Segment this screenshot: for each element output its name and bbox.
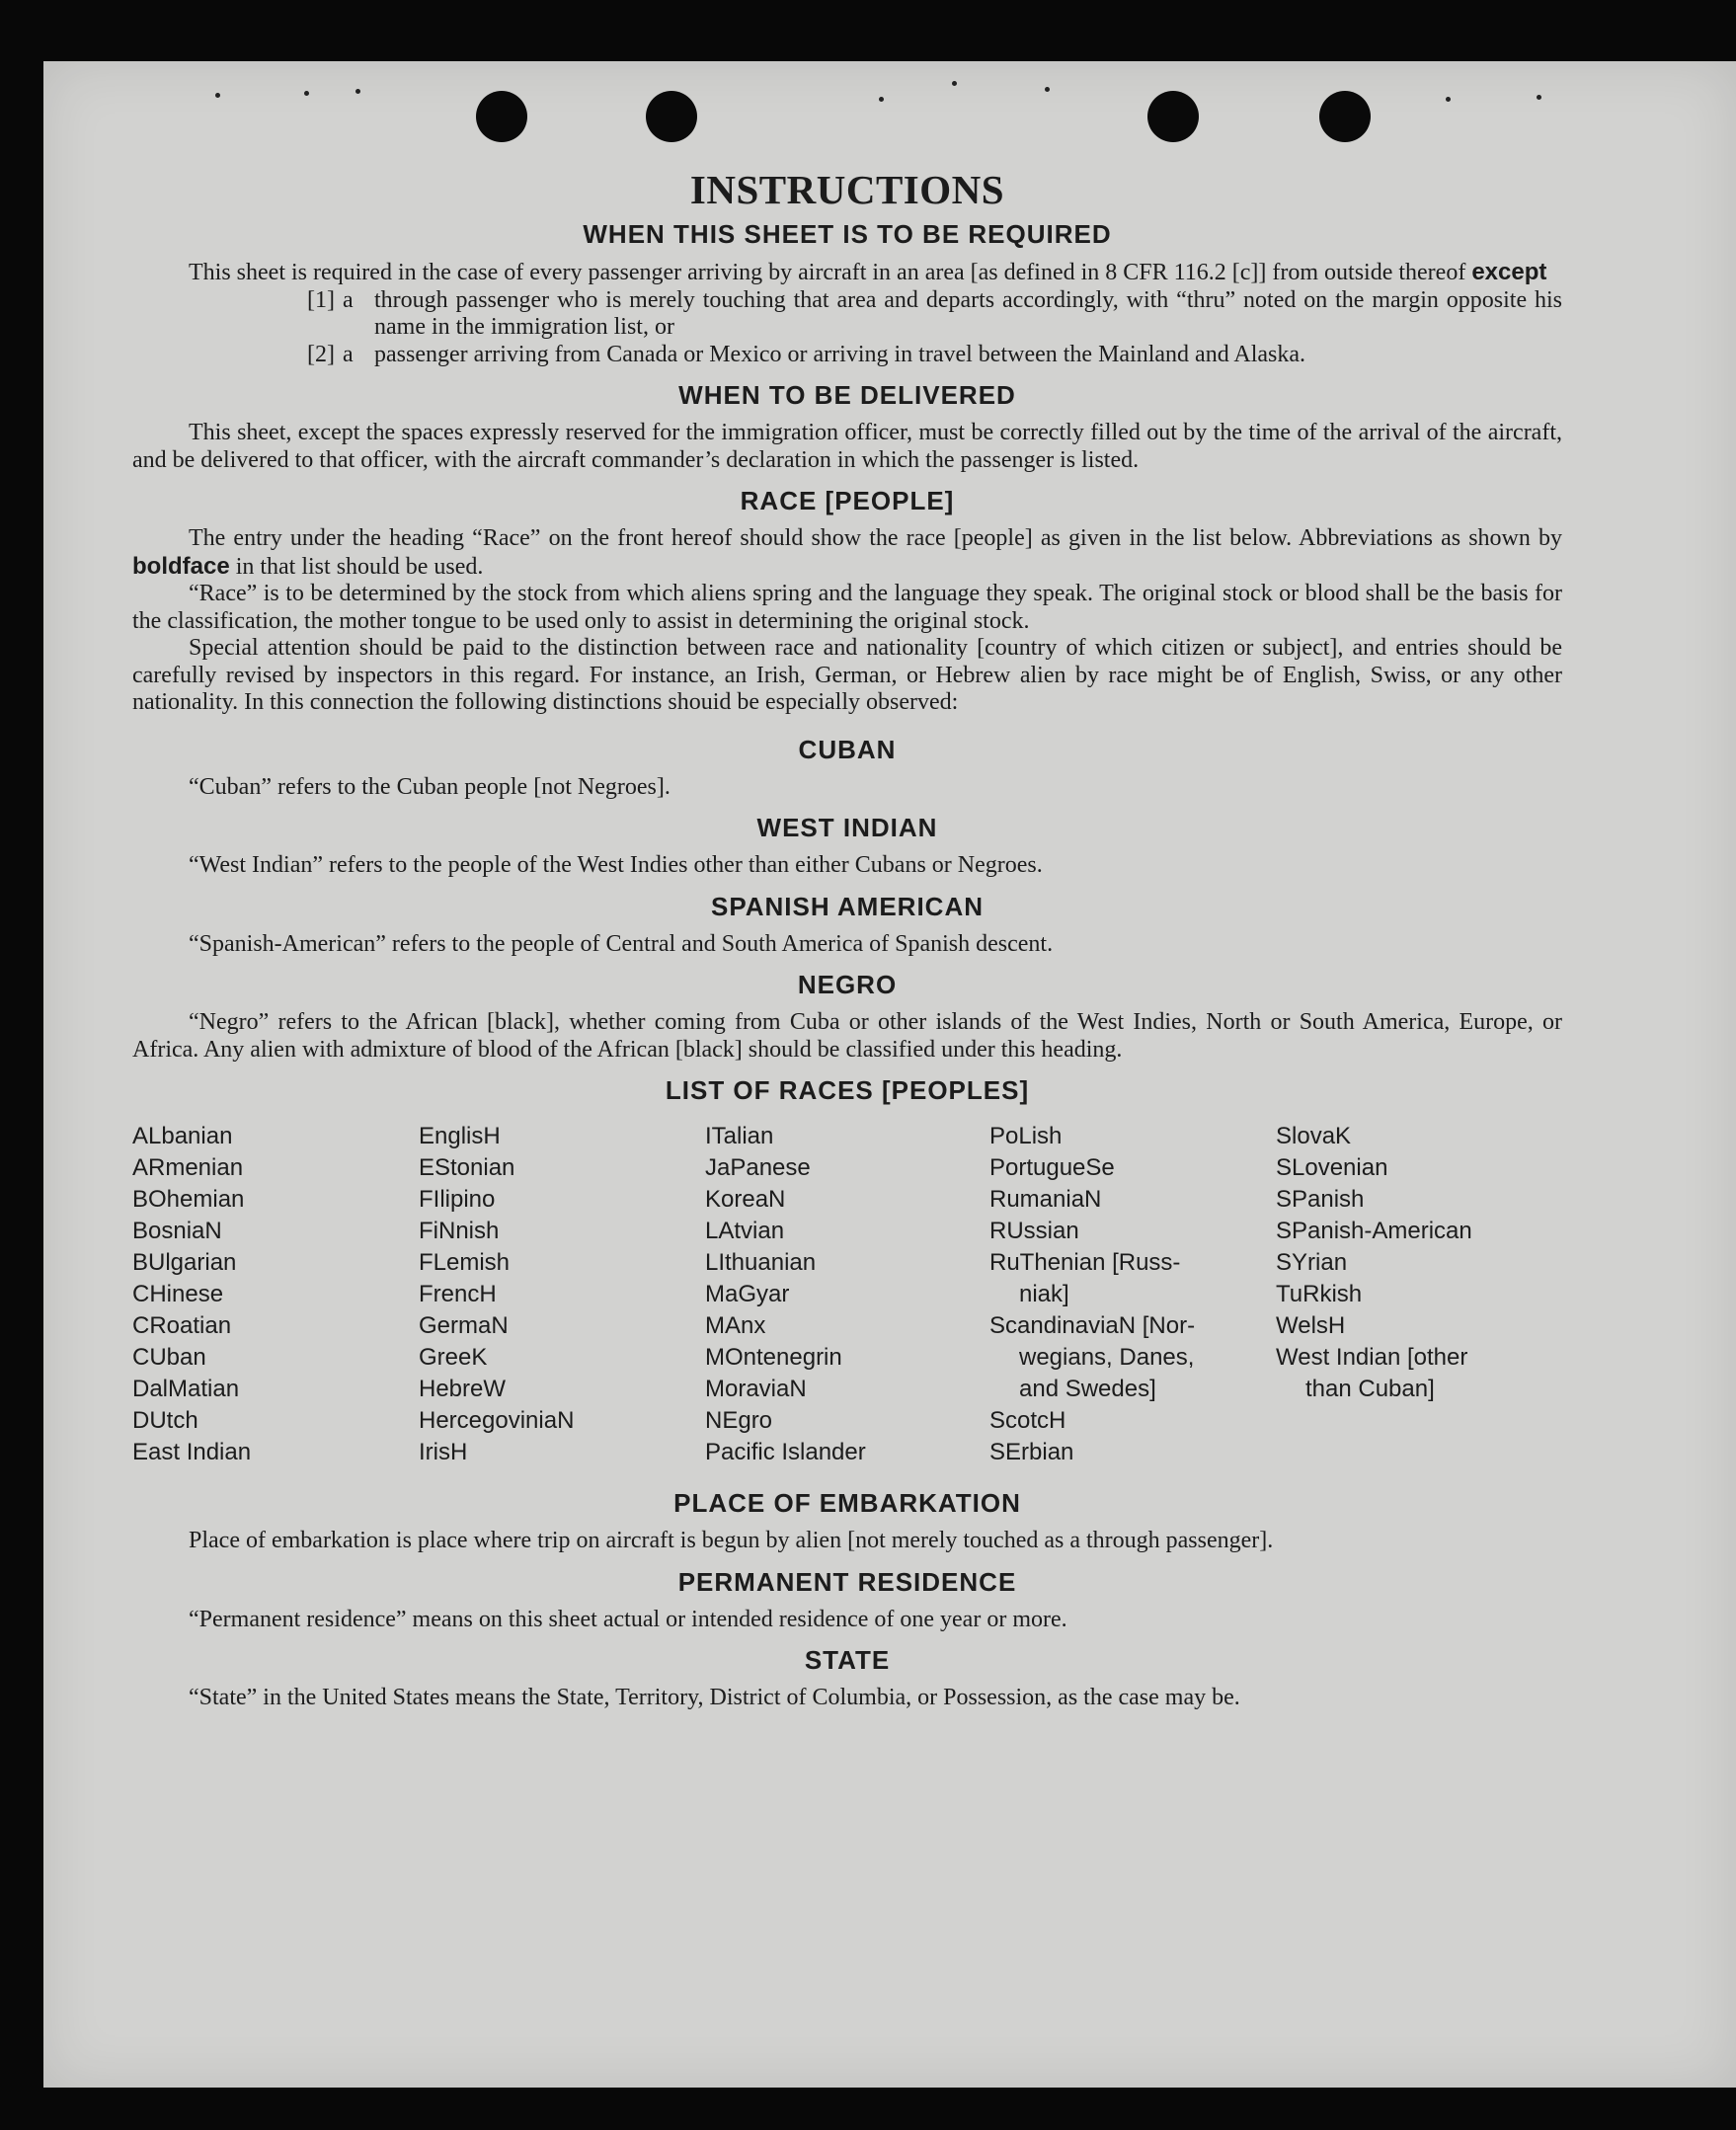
exception-number: [1] (307, 286, 335, 313)
race-entry: FIlipino (419, 1186, 496, 1213)
race-entry-continuation: niak] (1019, 1281, 1069, 1307)
race-entry-continuation: wegians, Danes, (1019, 1344, 1195, 1371)
race-entry: LAtvian (705, 1218, 785, 1244)
exception-item-1 (132, 287, 1562, 342)
race-entry: NEgro (705, 1407, 773, 1434)
race-list-table (132, 1121, 1562, 1468)
exception-label: a (343, 286, 354, 313)
race-entry: BosniaN (132, 1218, 222, 1244)
when-required-intro: This sheet is required in the case of every passenger arriving by aircraft in an area [as defined in 8 CFR 116.2 [c]] from outside thereof except (189, 259, 1547, 285)
punch-hole (1147, 91, 1199, 142)
race-entry: LIthuanian (705, 1249, 817, 1276)
race-column-5 (1276, 1121, 1562, 1468)
when-delivered-text: This sheet, except the spaces expressly reserved for the immigration officer, must be correctly filled out by the time of the arrival of the aircraft, and be delivered to that officer, with the aircraft commander’s declaration in which the passenger is listed. (132, 420, 1562, 473)
section-heading-cuban: CUBAN (798, 734, 897, 764)
section-heading-west-indian: WEST INDIAN (756, 813, 938, 842)
race-entry: MAnx (705, 1312, 766, 1339)
exception-text: passenger arriving from Canada or Mexico or arriving in travel between the Mainland and Alaska. (374, 341, 1306, 367)
race-entry: RUssian (989, 1218, 1079, 1244)
race-entry: PoLish (989, 1123, 1063, 1149)
punch-hole (1319, 91, 1371, 142)
speck (215, 93, 220, 98)
race-entry: TuRkish (1276, 1281, 1363, 1307)
race-entry: CRoatian (132, 1312, 232, 1339)
spanish-american-text: “Spanish-American” refers to the people of Central and South America of Spanish descent. (189, 930, 1054, 957)
race-entry: HercegoviniaN (419, 1407, 575, 1434)
speck (304, 91, 309, 96)
section-heading-spanish-american: SPANISH AMERICAN (710, 891, 984, 921)
race-entry: ARmenian (132, 1154, 244, 1181)
race-paragraph-2: “Race” is to be determined by the stock from which aliens spring and the language they speak. The original stock or blood shall be the basis for the classification, the mother tongue to be used only to assist in determining the original stock. (132, 581, 1562, 634)
race-entry: FrencH (419, 1281, 497, 1307)
section-heading-state: STATE (804, 1645, 891, 1675)
race-column-4 (989, 1121, 1276, 1468)
race-entry-continuation: than Cuban] (1305, 1376, 1435, 1402)
section-heading-when-delivered: WHEN TO BE DELIVERED (678, 380, 1016, 410)
race-entry: MOntenegrin (705, 1344, 842, 1371)
race-entry: ScotcH (989, 1407, 1066, 1434)
state-text: “State” in the United States means the State, Territory, District of Columbia, or Possession, as the case may be. (189, 1685, 1240, 1710)
race-entry: ITalian (705, 1123, 774, 1149)
race-entry: RumaniaN (989, 1186, 1102, 1213)
west-indian-text: “West Indian” refers to the people of the West Indies other than either Cubans or Negroes. (189, 852, 1043, 878)
speck (1446, 97, 1451, 102)
race-entry: Pacific Islander (705, 1439, 866, 1465)
race-entry: HebreW (419, 1376, 507, 1402)
race-entry: SErbian (989, 1439, 1074, 1465)
exception-text: through passenger who is merely touching that area and departs accordingly, with “thru” noted on the margin opposite his name in the immigration list, or (374, 286, 1562, 340)
race-entry: IrisH (419, 1439, 468, 1465)
section-heading-permanent-residence: PERMANENT RESIDENCE (677, 1566, 1017, 1597)
race-entry: RuThenian [Russ- (989, 1249, 1181, 1276)
exception-number: [2] (307, 341, 335, 367)
section-heading-race: RACE [PEOPLE] (740, 486, 955, 515)
race-entry: KoreaN (705, 1186, 786, 1213)
race-entry: EStonian (419, 1154, 515, 1181)
permanent-residence-text: “Permanent residence” means on this sheet actual or intended residence of one year or more. (189, 1606, 1067, 1632)
race-entry: WelsH (1276, 1312, 1346, 1339)
cuban-text: “Cuban” refers to the Cuban people [not Negroes]. (189, 773, 671, 800)
section-heading-embarkation: PLACE OF EMBARKATION (673, 1488, 1021, 1518)
race-entry: FLemish (419, 1249, 511, 1276)
speck (952, 81, 957, 86)
embarkation-text: Place of embarkation is place where trip on aircraft is begun by alien [not merely touched as a through passenger]. (189, 1528, 1274, 1553)
race-entry: JaPanese (705, 1154, 811, 1181)
speck (1537, 95, 1541, 100)
race-entry: DalMatian (132, 1376, 240, 1402)
exception-item-2 (132, 342, 1562, 369)
race-entry: FiNnish (419, 1218, 500, 1244)
race-entry: East Indian (132, 1439, 252, 1465)
race-entry: ScandinaviaN [Nor- (989, 1312, 1196, 1339)
speck (355, 89, 360, 94)
race-column-3 (705, 1121, 989, 1468)
race-entry: MoraviaN (705, 1376, 807, 1402)
race-entry: SPanish (1276, 1186, 1365, 1213)
speck (1045, 87, 1050, 92)
race-entry: ALbanian (132, 1123, 233, 1149)
section-heading-list-of-races: LIST OF RACES [PEOPLES] (665, 1075, 1030, 1105)
race-column-2 (419, 1121, 705, 1468)
race-paragraph-3: Special attention should be paid to the distinction between race and nationality [country of which citizen or subject], and entries should be carefully revised by inspectors in this regard. For instance, an Irish, German, or Hebrew alien by race might be of English, Swiss, or any other nationality. In this connection the following distinctions shouid be especially observed: (132, 635, 1562, 715)
document-title: INSTRUCTIONS (689, 167, 1005, 212)
speck (879, 97, 884, 102)
race-entry: PortugueSe (989, 1154, 1115, 1181)
race-paragraph-1: The entry under the heading “Race” on the front hereof should show the race [people] as given in the list below. Abbreviations as shown by boldface in that list should be used. (132, 525, 1562, 580)
race-entry: EnglisH (419, 1123, 501, 1149)
instructions-content (132, 166, 1562, 1712)
negro-text: “Negro” refers to the African [black], whether coming from Cuba or other islands of the West Indies, North or South America, Europe, or Africa. Any alien with admixture of blood of the African [black] should be classified under this heading. (132, 1009, 1562, 1063)
section-heading-when-required: WHEN THIS SHEET IS TO BE REQUIRED (583, 219, 1112, 249)
race-entry: SLovenian (1276, 1154, 1388, 1181)
race-column-1 (132, 1121, 419, 1468)
section-heading-negro: NEGRO (797, 970, 898, 999)
punch-hole (476, 91, 527, 142)
race-entry: BUlgarian (132, 1249, 237, 1276)
punch-hole (646, 91, 697, 142)
race-entry: GermaN (419, 1312, 509, 1339)
exception-label: a (343, 341, 354, 367)
race-entry: MaGyar (705, 1281, 790, 1307)
race-entry: BOhemian (132, 1186, 245, 1213)
race-entry: CUban (132, 1344, 206, 1371)
race-entry: West Indian [other (1276, 1344, 1468, 1371)
race-entry: SYrian (1276, 1249, 1348, 1276)
race-entry-continuation: and Swedes] (1019, 1376, 1156, 1402)
race-entry: SlovaK (1276, 1123, 1352, 1149)
race-entry: SPanish-American (1276, 1218, 1472, 1244)
race-entry: CHinese (132, 1281, 224, 1307)
race-entry: DUtch (132, 1407, 198, 1434)
race-entry: GreeK (419, 1344, 488, 1371)
